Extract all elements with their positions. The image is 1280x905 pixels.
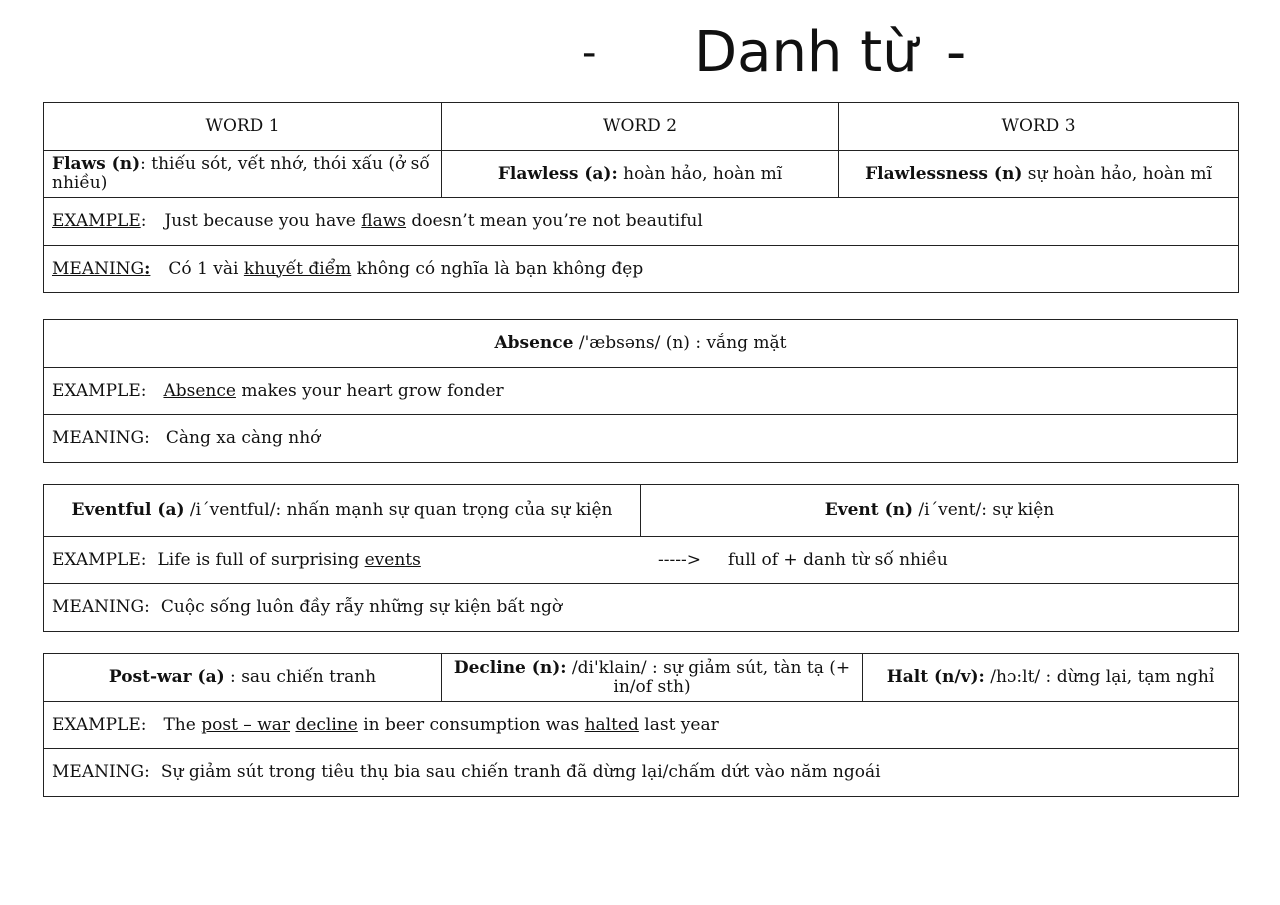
meaning-text: Càng xa càng nhớ: [165, 428, 321, 448]
meaning-text: Cuộc sống luôn đầy rẫy những sự kiện bất ngờ: [160, 597, 563, 617]
example-label: EXAMPLE:: [52, 380, 147, 401]
header-word-3: WORD 3: [839, 103, 1239, 151]
vocab-table-absence: [43, 319, 1238, 463]
example-highlight-postwar: post – war: [201, 714, 291, 735]
word-term: Post-war (a): [108, 667, 225, 687]
meaning-label: MEANING:: [52, 428, 150, 448]
page-title: [0, 18, 1280, 88]
word-definition: /di'klain/ : sự giảm sút, tàn tạ (+ in/of sth): [566, 657, 851, 697]
meaning-row: [44, 415, 1238, 463]
vocab-table-postwar: [43, 653, 1239, 797]
example-label: EXAMPLE:: [52, 549, 147, 570]
word-term: Decline (n):: [453, 657, 567, 678]
word-term: Flawless (a):: [497, 163, 618, 184]
meaning-row: [44, 584, 1239, 632]
example-text-rest: last year: [638, 714, 719, 735]
example-text-mid: in beer consumption was: [357, 714, 585, 735]
example-label: EXAMPLE: [52, 211, 141, 231]
word-definition: /'æbsəns/ (n) : vắng mặt: [573, 333, 787, 353]
word-cell-event: [641, 485, 1239, 537]
vocab-table-flaws: [43, 102, 1239, 293]
meaning-highlight: khuyết điểm: [243, 258, 352, 279]
vocab-table-event: [43, 484, 1239, 632]
word-definition: /i´vent/: sự kiện: [913, 500, 1055, 520]
word-definition: sự hoàn hảo, hoàn mĩ: [1022, 163, 1212, 184]
example-highlight: Absence: [163, 380, 236, 401]
word-definition: /hɔ:lt/ : dừng lại, tạm nghỉ: [984, 667, 1215, 687]
word-cell-eventful: [44, 485, 641, 537]
example-row: [44, 198, 1239, 246]
grammar-note: full of + danh từ số nhiều: [727, 550, 948, 570]
example-highlight-decline: decline: [295, 714, 358, 735]
header-word-2: WORD 2: [442, 103, 839, 151]
example-text-rest: doesn’t mean you’re not beautiful: [406, 211, 703, 231]
word-definition: hoàn hảo, hoàn mĩ: [617, 163, 783, 184]
title-dash-right: -: [946, 20, 967, 85]
example-row: [44, 702, 1239, 749]
word-term: Flawlessness (n): [865, 163, 1023, 184]
word-term: Eventful (a): [71, 500, 185, 520]
meaning-text-rest: không có nghĩa là bạn không đẹp: [351, 258, 644, 279]
meaning-text: Có 1 vài: [168, 258, 244, 279]
word-cell-flawless: [442, 151, 839, 198]
title-dash-left: -: [582, 30, 597, 76]
example-text-rest: makes your heart grow fonder: [235, 380, 504, 401]
title-text: Danh từ: [694, 20, 918, 85]
arrow: ----->: [658, 550, 701, 570]
example-row: [44, 368, 1238, 415]
example-text: Just because you have: [164, 211, 362, 231]
example-text: Life is full of surprising: [157, 549, 365, 570]
word-cell-decline: [442, 654, 863, 702]
word-term: Event (n): [824, 500, 914, 520]
arrow-note: [658, 551, 948, 570]
word-term: Absence: [494, 333, 574, 353]
word-cell-halt: [863, 654, 1239, 702]
word-cell-flaws: [44, 151, 442, 198]
word-cell-absence: [44, 320, 1238, 368]
example-highlight: flaws: [361, 211, 407, 231]
example-highlight-halted: halted: [584, 714, 639, 735]
meaning-text: Sự giảm sút trong tiêu thụ bia sau chiến tranh đã dừng lại/chấm dứt vào năm ngoái: [160, 762, 881, 782]
example-text: The: [163, 714, 202, 735]
word-definition: : sau chiến tranh: [224, 667, 377, 687]
word-term: Flaws (n): [52, 154, 141, 174]
meaning-label: MEANING:: [52, 597, 150, 617]
example-label: EXAMPLE:: [52, 714, 147, 735]
example-highlight: events: [364, 549, 421, 570]
meaning-label: MEANING: [52, 258, 145, 279]
word-definition: thiếu sót, vết nhớ, thói xấu (ở số nhiều): [52, 154, 430, 193]
meaning-label-sep: :: [144, 258, 151, 279]
word-sep: :: [140, 154, 146, 174]
meaning-row: [44, 749, 1239, 797]
meaning-label: MEANING:: [52, 762, 150, 782]
word-cell-postwar: [44, 654, 442, 702]
meaning-row: [44, 246, 1239, 293]
header-word-1: WORD 1: [44, 103, 442, 151]
word-cell-flawlessness: [839, 151, 1239, 198]
word-definition: /i´ventful/: nhấn mạnh sự quan trọng của sự kiện: [184, 500, 613, 520]
example-row: [44, 537, 1239, 584]
example-label-sep: :: [140, 211, 147, 231]
word-term: Halt (n/v):: [886, 667, 985, 687]
